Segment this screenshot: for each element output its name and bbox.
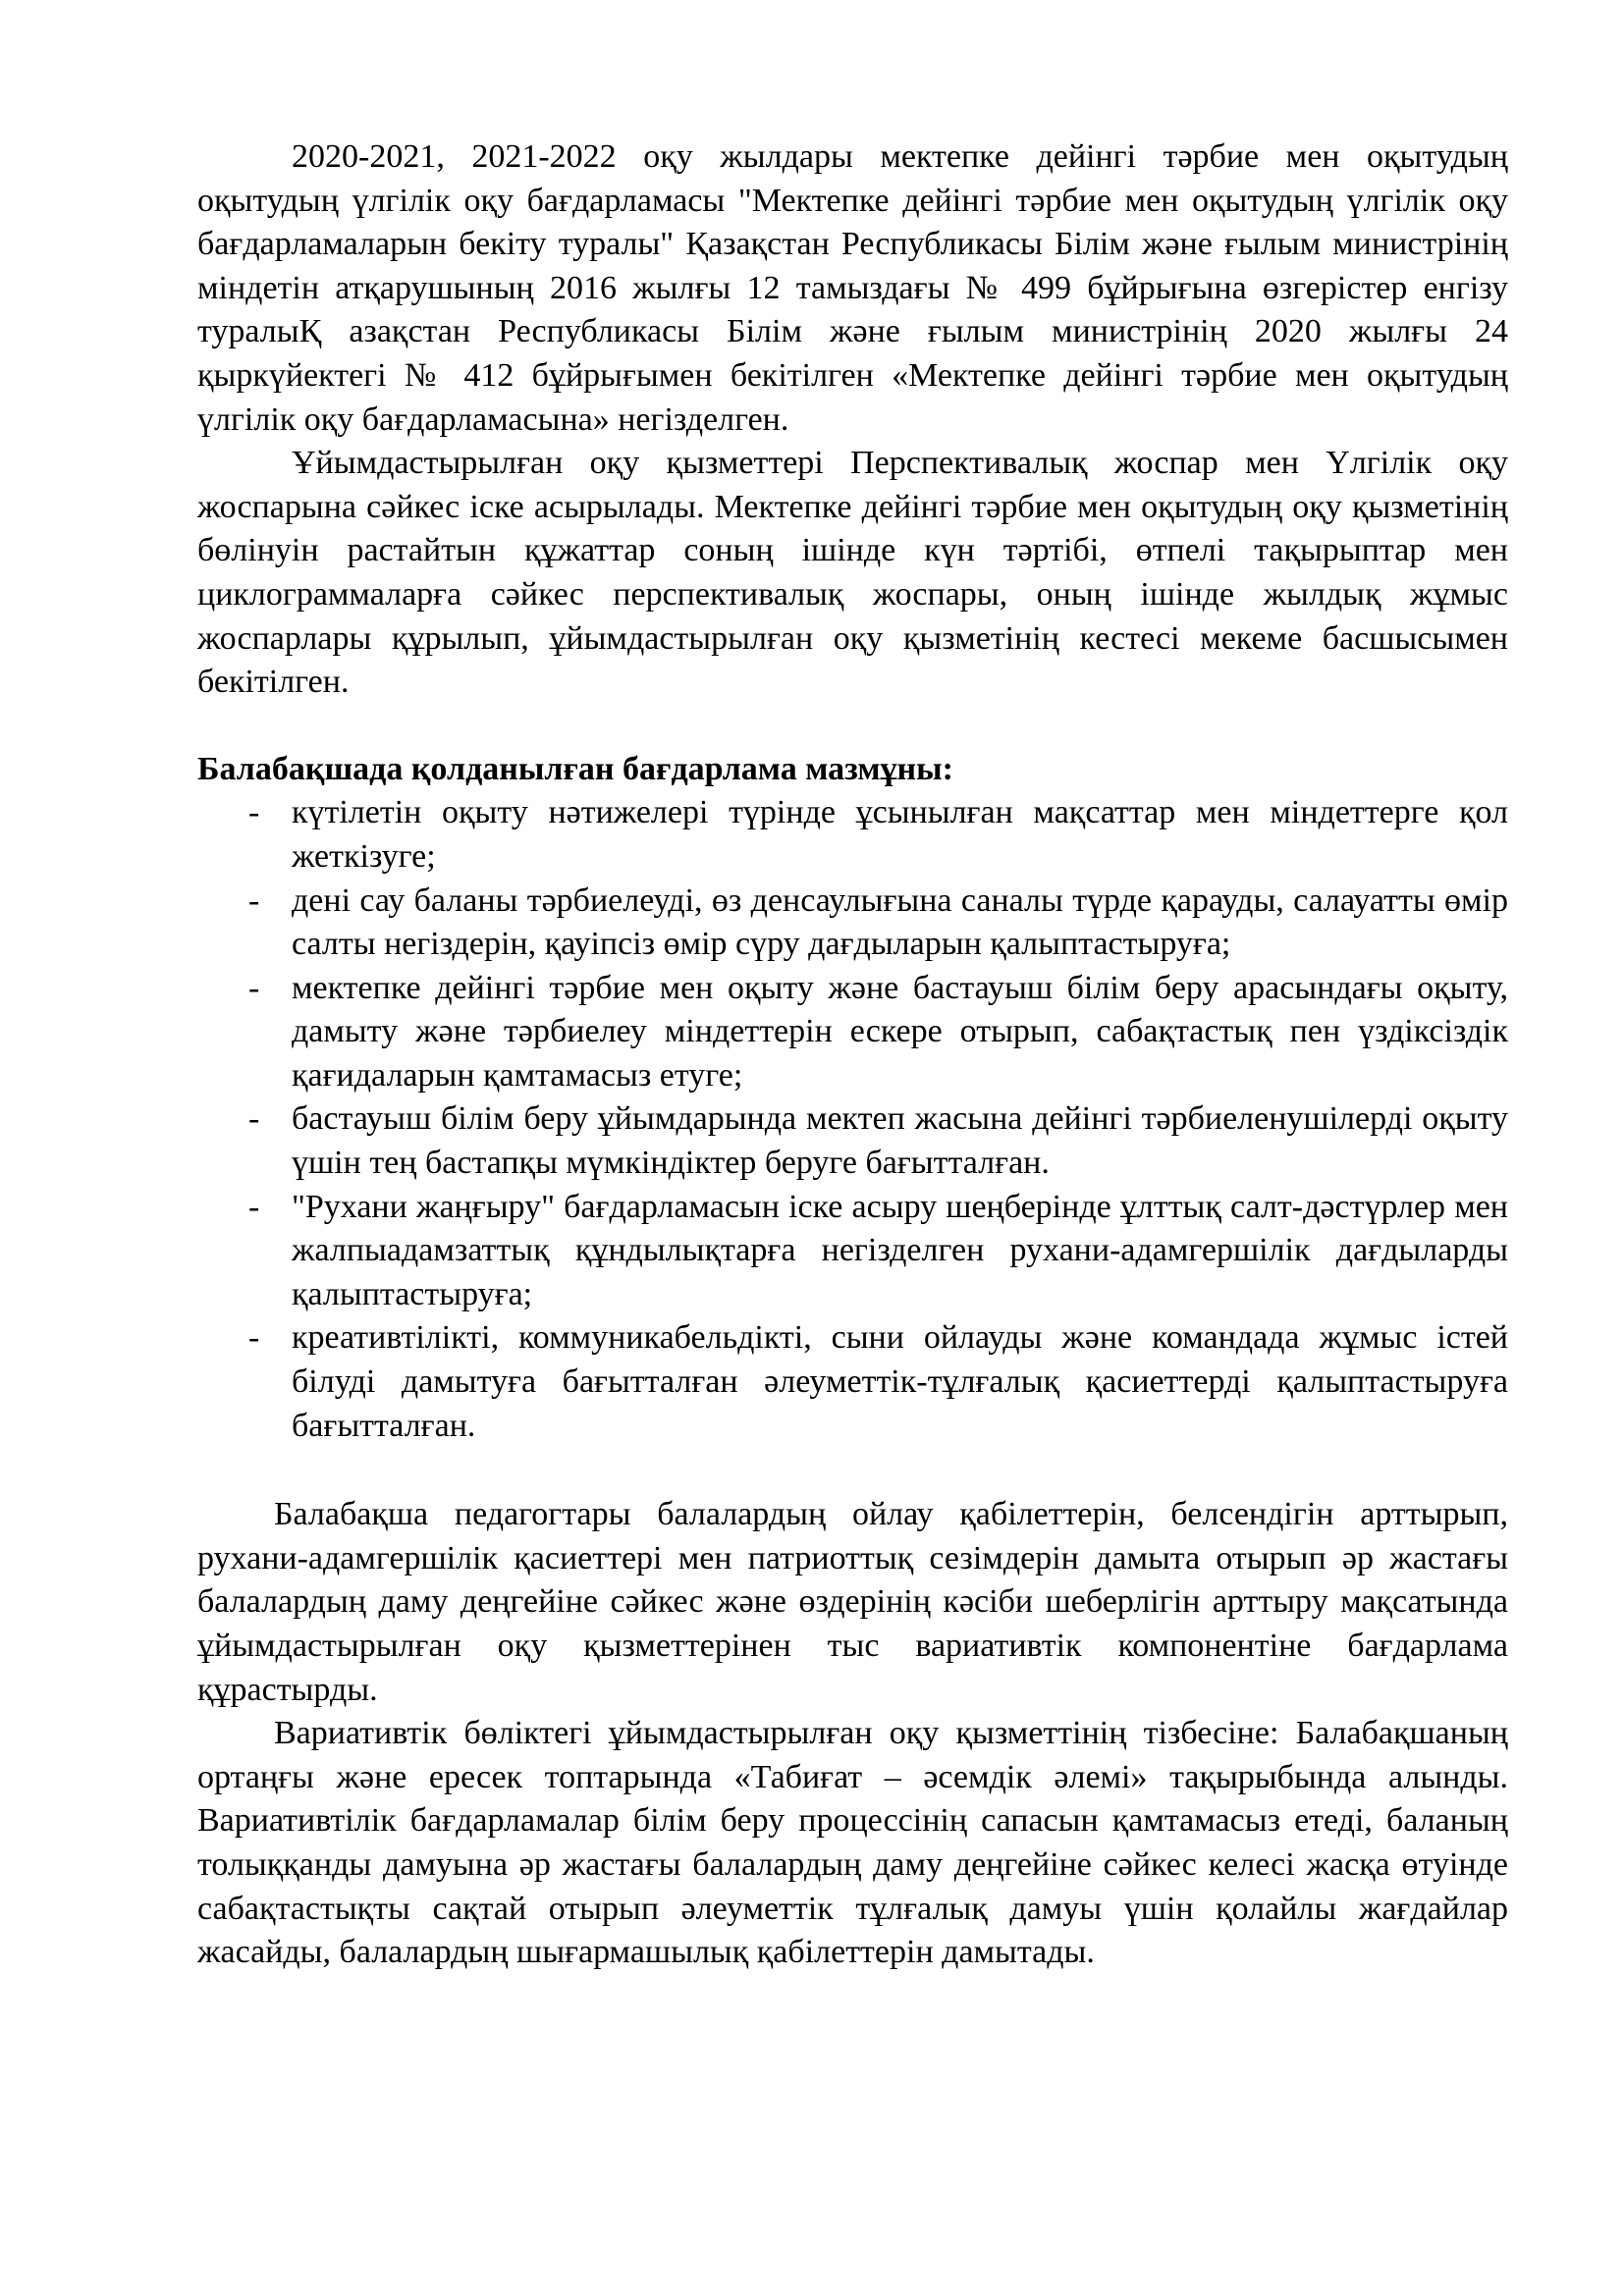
list-item-text: мектепке дейінгі тәрбие мен оқыту және бастауыш білім беру арасындағы оқыту, дамыту және тәрбиелеу міндеттерін ескере отырып, сабақтастық пен үздіксіздік қағидаларын қамтамасыз етуге; (292, 969, 1508, 1094)
list-bullet: - (248, 794, 260, 831)
outro-paragraph-1: Балабақша педагогтары балалардың ойлау қабілеттерін, белсендігін арттырып, рухани-адамгершілік қасиеттері мен патриоттық сезімдерін дамыта отырып әр жастағы балалардың даму деңгейіне сәйкес және өздерінің кәсіби шеберлігін арттыру мақсатында ұйымдастырылған оқу қызметтерінен тыс вариативтік компонентіне бағдарлама құрастырды. (197, 1496, 1508, 1708)
outro-paragraph-2: Вариативтік бөліктегі ұйымдастырылған оқу қызметтінің тізбесіне: Балабақшаның ортаңғы және ересек топтарында «Табиғат – әсемдік әлемі» тақырыбында алынды. Вариативтілік бағдарламалар білім беру процессінің сапасын қамтамасыз етеді, баланың толыққанды дамуына әр жастағы балалардың даму деңгейіне сәйкес келесі жасқа өтуінде сабақтастықты сақтай отырып әлеуметтік тұлғалық дамуы үшін қолайлы жағдайлар жасайды, балалардың шығармашылық қабілеттерін дамытады. (197, 1715, 1508, 1971)
list-item (197, 1316, 1508, 1448)
list-bullet: - (248, 1319, 260, 1357)
list-item (197, 1186, 1508, 1317)
list-bullet: - (248, 1188, 260, 1225)
section-heading: Балабақшада қолданылған бағдарлама мазмұны: (197, 750, 953, 787)
list-item (197, 880, 1508, 967)
list-item (197, 1097, 1508, 1185)
list-bullet: - (248, 1100, 260, 1138)
list-item (197, 967, 1508, 1098)
paragraph-spacer (197, 1448, 1508, 1493)
intro-paragraph-2: Ұйымдастырылған оқу қызметтері Перспективалық жоспар мен Үлгілік оқу жоспарына сәйкес іске асырылады. Мектепке дейінгі тәрбие мен оқытудың оқу қызметінің бөлінуін растайтын құжаттар соның ішінде күн тәртібі, өтпелі тақырыптар мен циклограммаларға сәйкес перспективалық жоспары, оның ішінде жылдық жұмыс жоспарлары құрылып, ұйымдастырылған оқу қызметінің кестесі мекеме басшысымен бекітілген. (197, 445, 1508, 701)
list-bullet: - (248, 969, 260, 1006)
list-item-text: креативтілікті, коммуникабельдікті, сыни ойлауды және командада жұмыс істей білуді дамытуға бағытталған әлеуметтік-тұлғалық қасиеттерді қалыптастыруға бағытталған. (292, 1319, 1508, 1444)
intro-paragraph-1: 2020-2021, 2021-2022 оқу жылдары мектепке дейінгі тәрбие мен оқытудың оқытудың үлгілік оқу бағдарламасы "Мектепке дейінгі тәрбие мен оқытудың үлгілік оқу бағдарламаларын бекіту туралы" Қазақстан Республикасы Білім және ғылым министрінің міндетін атқарушының 2016 жылғы 12 тамыздағы № 499 бұйрығына өзгерістер енгізу туралыҚ азақстан Республикасы Білім және ғылым министрінің 2020 жылғы 24 қыркүйектегі № 412 бұйрығымен бекітілген «Мектепке дейінгі тәрбие мен оқытудың үлгілік оқу бағдарламасына» негізделген. (197, 138, 1508, 438)
list-item-text: "Рухани жаңғыру" бағдарламасын іске асыру шеңберінде ұлттық салт-дәстүрлер мен жалпыадамзаттық құндылықтарға негізделген рухани-адамгершілік дағдыларды қалыптастыруға; (292, 1188, 1508, 1312)
list-item (197, 791, 1508, 879)
list-bullet: - (248, 881, 260, 919)
list-item-text: күтілетін оқыту нәтижелері түрінде ұсынылған мақсаттар мен міндеттерге қол жеткізуге; (292, 794, 1508, 875)
list-item-text: бастауыш білім беру ұйымдарында мектеп жасына дейінгі тәрбиеленушілерді оқыту үшін тең бастапқы мүмкіндіктер беруге бағытталған. (292, 1100, 1508, 1182)
program-content-list (197, 791, 1508, 1448)
document-page (197, 135, 1508, 1975)
list-item-text: дені сау баланы тәрбиелеуді, өз денсаулығына саналы түрде қарауды, салауатты өмір салты негіздерін, қауіпсіз өмір сүру дағдыларын қалыптастыруға; (292, 881, 1508, 963)
